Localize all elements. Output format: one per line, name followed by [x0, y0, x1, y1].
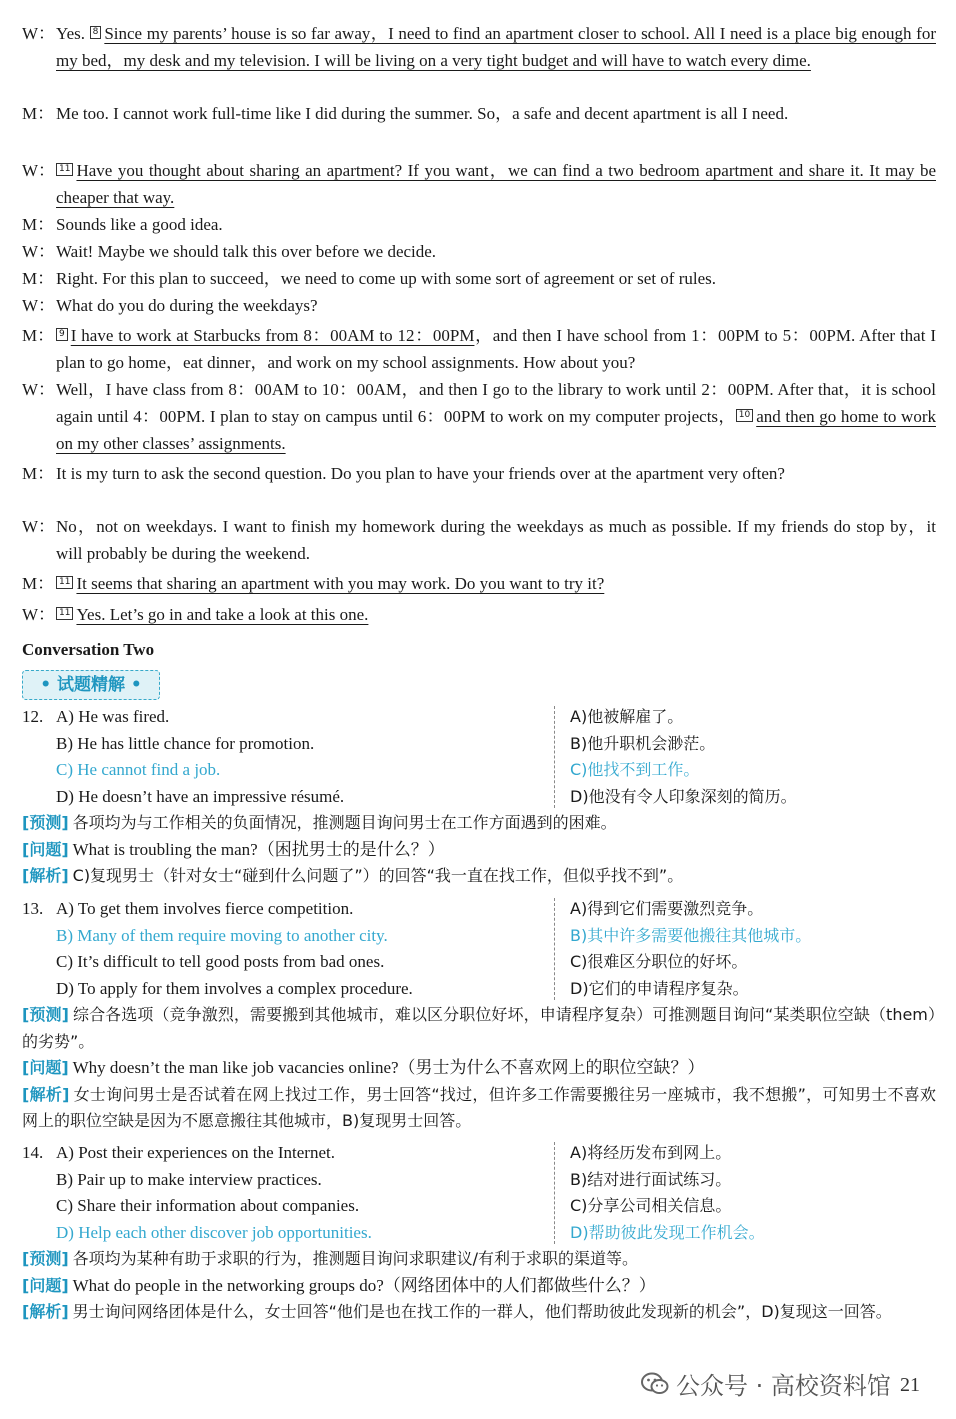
dialogue-line [22, 460, 936, 487]
speaker-label: W： [22, 517, 56, 536]
option-chinese: D)他没有令人印象深刻的简历。 [570, 786, 797, 806]
option-chinese: B)他升职机会渺茫。 [570, 733, 716, 753]
option-chinese: A)将经历发布到网上。 [570, 1143, 732, 1162]
note-prediction [22, 1246, 936, 1273]
note-text: 男士询问网络团体是什么，女士回答“他们是也在找工作的一群人，他们帮助彼此发现新的机会”，D)复现这一回答。 [72, 1302, 892, 1321]
underlined-answer-text: I have to work at Starbucks from 8：00AM to 12：00PM [70, 326, 475, 345]
option-b-correct [22, 923, 936, 950]
note-tag: [预测] [22, 1249, 69, 1268]
option-chinese: A)得到它们需要激烈竞争。 [570, 899, 764, 918]
dialogue-text: Yes. [56, 24, 90, 43]
option-chinese: C)分享公司相关信息。 [570, 1196, 732, 1215]
question-marker: 10 [736, 409, 753, 422]
speaker-label: W： [22, 161, 56, 180]
dialogue-line [22, 238, 936, 265]
option-english: D) He doesn’t have an impressive résumé. [56, 786, 345, 806]
option-d-correct [22, 1220, 936, 1247]
option-c [22, 1193, 936, 1220]
note-question [22, 1055, 936, 1082]
dialogue-line [22, 20, 936, 74]
option-chinese: C)他找不到工作。 [570, 760, 700, 779]
question-marker: 11 [56, 163, 73, 176]
option-b [22, 1167, 936, 1194]
underlined-answer-text: It seems that sharing an apartment with you may work. Do you want to try it? [76, 574, 605, 593]
dialogue-line [22, 513, 936, 567]
option-english: A) To get them involves fierce competition. [56, 899, 354, 918]
dialogue-text: It is my turn to ask the second question. Do you plan to have your friends over at the apartment very often? [56, 464, 785, 483]
underlined-answer-text: and then go home to work on my other classes’ assignments. [56, 407, 936, 453]
section-badge: • 试题精解 • [22, 670, 160, 700]
dialogue-line [22, 376, 936, 457]
question-marker: 8 [90, 26, 102, 39]
note-tag: [解析] [22, 1084, 70, 1104]
note-question [22, 1273, 936, 1300]
dialogue-text: Right. For this plan to succeed，we need to come up with some sort of agreement or set of rules. [56, 269, 717, 288]
dialogue-text: No，not on weekdays. I want to finish my homework during the weekdays as much as possible. If my friends do stop by，it will probably be during the weekend. [56, 517, 936, 563]
option-english: D) To apply for them involves a complex procedure. [56, 978, 413, 998]
speaker-label: M： [22, 215, 55, 234]
speaker-label: W： [22, 296, 56, 315]
option-c-correct [22, 757, 936, 784]
note-analysis [22, 863, 936, 890]
note-text: 各项均为某种有助于求职的行为，推测题目询问求职建议/有利于求职的渠道等。 [72, 1249, 639, 1268]
note-question [22, 837, 936, 864]
option-english: D) Help each other discover job opportunities. [56, 1222, 372, 1242]
dialogue-line [22, 292, 936, 319]
option-chinese: B)结对进行面试练习。 [570, 1169, 732, 1189]
question-marker: 11 [56, 576, 73, 589]
speaker-label: M： [22, 326, 55, 345]
note-analysis [22, 1299, 936, 1326]
question-number: 14. [22, 1143, 44, 1162]
question-block-12 [22, 704, 936, 890]
option-c [22, 949, 936, 976]
underlined-answer-text: Yes. Let’s go in and take a look at this one. [76, 605, 369, 624]
dialogue-text: Sounds like a good idea. [56, 215, 223, 234]
note-tag: [解析] [22, 1302, 69, 1321]
note-tag: [预测] [22, 1005, 69, 1024]
underlined-answer-text: Have you thought about sharing an apartment? If you want，we can find a two bedroom apartment and share it. It may be cheaper that way. [56, 161, 936, 207]
note-text: 各项均为与工作相关的负面情况，推测题目询问男士在工作方面遇到的困难。 [72, 813, 617, 832]
watermark [640, 1366, 940, 1402]
option-chinese: C)很难区分职位的好坏。 [570, 952, 748, 971]
question-marker: 9 [56, 328, 68, 341]
option-english: B) Many of them require moving to another city. [56, 925, 388, 945]
note-prediction [22, 1002, 936, 1055]
option-d [22, 784, 936, 811]
dialogue-line [22, 601, 936, 628]
option-chinese: D)它们的申请程序复杂。 [570, 978, 749, 998]
note-tag: [解析] [22, 866, 69, 885]
option-a [22, 896, 936, 923]
underlined-answer-text: Since my parents’ house is so far away，I need to find an apartment closer to school. All I need is a place big enough for my bed，my desk and my television. I will be living on a very tight budget and will have to watch every dime. [56, 24, 936, 70]
note-tag: [问题] [22, 839, 69, 859]
note-text: C)复现男士（针对女士“碰到什么问题了”）的回答“我一直在找工作，但似乎找不到”。 [72, 866, 684, 885]
question-block-13 [22, 896, 936, 1135]
option-chinese: D)帮助彼此发现工作机会。 [570, 1222, 765, 1242]
note-tag: [问题] [22, 1275, 69, 1295]
question-marker: 11 [56, 607, 73, 620]
option-english: A) He was fired. [56, 707, 170, 726]
speaker-label: W： [22, 380, 56, 399]
dialogue-text: Me too. I cannot work full-time like I did during the summer. So，a safe and decent apartment is all I need. [56, 104, 789, 123]
note-text: What is troubling the man?（困扰男士的是什么？） [72, 839, 445, 859]
dialogue-text: Wait! Maybe we should talk this over before we decide. [56, 242, 437, 261]
dialogue-text: What do you do during the weekdays? [56, 296, 318, 315]
note-analysis [22, 1082, 936, 1135]
option-a [22, 704, 936, 731]
dialogue-text: Well，I have class from 8：00AM to 10：00AM，and then I go to the library to work until 2：00PM. After that，it is school again until 4：00PM. I plan to stay on campus until 6：00PM to work on my computer projects， [56, 380, 936, 426]
wechat-icon [640, 1371, 670, 1403]
option-chinese: A)他被解雇了。 [570, 707, 684, 726]
watermark-text: 公众号 · 高校资料馆 [676, 1372, 891, 1400]
note-text: 女士询问男士是否试着在网上找过工作，男士回答“找过，但许多工作需要搬往另一座城市，我不想搬”，可知男士不喜欢网上的职位空缺是因为不愿意搬往其他城市，B)复现男士回答。 [22, 1084, 936, 1130]
note-tag: [预测] [22, 813, 69, 832]
option-english: B) He has little chance for promotion. [56, 733, 315, 753]
note-text: Why doesn’t the man like job vacancies online?（男士为什么不喜欢网上的职位空缺？） [72, 1058, 705, 1077]
dialogue-line [22, 100, 936, 127]
speaker-label: M： [22, 464, 55, 483]
dialogue-line [22, 570, 936, 597]
section-title: Conversation Two [22, 640, 155, 659]
note-prediction [22, 810, 936, 837]
option-english: C) He cannot find a job. [56, 760, 221, 779]
option-english: C) Share their information about companies. [56, 1196, 360, 1215]
note-text: What do people in the networking groups do?（网络团体中的人们都做些什么？） [72, 1275, 656, 1295]
speaker-label: M： [22, 269, 55, 288]
option-a [22, 1140, 936, 1167]
option-b [22, 731, 936, 758]
dialogue-line [22, 265, 936, 292]
note-text: 综合各选项（竞争激烈，需要搬到其他城市，难以区分职位好坏，申请程序复杂）可推测题目询问“某类职位空缺（them）的劣势”。 [22, 1005, 936, 1051]
question-block-14 [22, 1140, 936, 1326]
page-number: 21 [900, 1374, 920, 1396]
dialogue-line [22, 157, 936, 211]
speaker-label: W： [22, 242, 56, 261]
dialogue-line [22, 322, 936, 376]
speaker-label: M： [22, 574, 55, 593]
option-d [22, 976, 936, 1003]
question-number: 13. [22, 899, 44, 918]
dialogue-text: ，and then I have school from 1：00PM to 5：00PM. After that I plan to go home，eat dinner，and work on my school assignments. How about you? [56, 326, 936, 372]
speaker-label: M： [22, 104, 55, 123]
dialogue-line [22, 211, 936, 238]
speaker-label: W： [22, 605, 56, 624]
option-english: B) Pair up to make interview practices. [56, 1169, 322, 1189]
option-chinese: B)其中许多需要他搬往其他城市。 [570, 925, 812, 945]
speaker-label: W： [22, 24, 56, 43]
question-number: 12. [22, 707, 44, 726]
option-english: A) Post their experiences on the Internet. [56, 1143, 335, 1162]
option-english: C) It’s difficult to tell good posts from bad ones. [56, 952, 385, 971]
note-tag: [问题] [22, 1058, 69, 1077]
